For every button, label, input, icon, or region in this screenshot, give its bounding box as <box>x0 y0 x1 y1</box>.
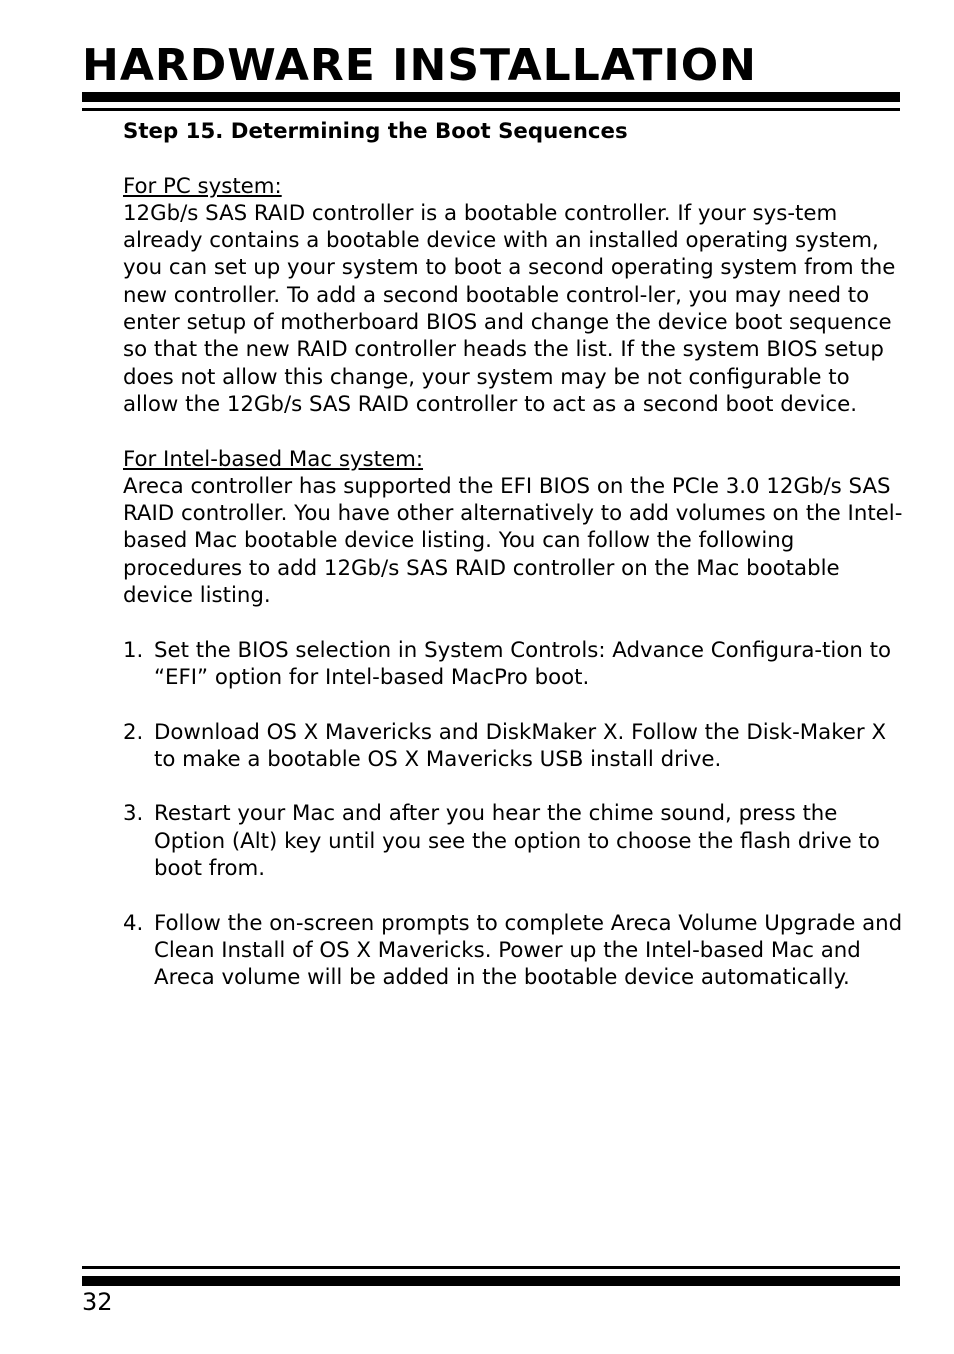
list-item <box>123 719 903 774</box>
header-rule-thin <box>82 108 900 111</box>
list-item-number: 4. <box>123 910 144 936</box>
list-item-number: 2. <box>123 719 144 745</box>
list-item <box>123 910 903 992</box>
list-item <box>123 637 903 692</box>
list-item-number: 1. <box>123 637 144 663</box>
list-item-text: Download OS X Mavericks and DiskMaker X. Follow the Disk-Maker X to make a bootable OS X Mavericks USB install drive. <box>154 719 887 772</box>
procedure-list <box>123 637 903 992</box>
list-item-text: Set the BIOS selection in System Controls: Advance Configura-tion to “EFI” option for Intel-based MacPro boot. <box>154 637 891 690</box>
main-content <box>123 118 903 1019</box>
pc-system-paragraph: 12Gb/s SAS RAID controller is a bootable controller. If your sys-tem already contains a bootable device with an installed operating system, you can set up your system to boot a second operating system from the new controller. To add a second bootable control-ler, you may need to enter setup of motherboard BIOS and change the device boot sequence so that the new RAID controller heads the list. If the system BIOS setup does not allow this change, your system may be not configurable to allow the 12Gb/s SAS RAID controller to act as a second boot device. <box>123 200 896 417</box>
page-number: 32 <box>82 1288 113 1316</box>
footer-rule-thick <box>82 1276 900 1286</box>
list-item-number: 3. <box>123 801 144 827</box>
list-item-text: Follow the on-screen prompts to complete Areca Volume Upgrade and Clean Install of OS X Mavericks. Power up the Intel-based Mac and Areca volume will be added in the bootable device automatically. <box>154 910 903 991</box>
header-rule-thick <box>82 92 900 102</box>
step-heading: Step 15. Determining the Boot Sequences <box>123 119 628 144</box>
mac-system-heading: For Intel-based Mac system: <box>123 446 424 472</box>
pc-system-heading: For PC system: <box>123 173 282 199</box>
page-title: HARDWARE INSTALLATION <box>82 40 758 91</box>
list-item <box>123 800 903 882</box>
footer-rule-thin <box>82 1266 900 1269</box>
list-item-text: Restart your Mac and after you hear the chime sound, press the Option (Alt) key until you see the option to choose the flash drive to boot from. <box>154 801 880 882</box>
mac-system-paragraph: Areca controller has supported the EFI BIOS on the PCIe 3.0 12Gb/s SAS RAID controller. You have other alternatively to add volumes on the Intel-based Mac bootable device listing. You can follow the following procedures to add 12Gb/s SAS RAID controller on the Mac bootable device listing. <box>123 473 903 609</box>
